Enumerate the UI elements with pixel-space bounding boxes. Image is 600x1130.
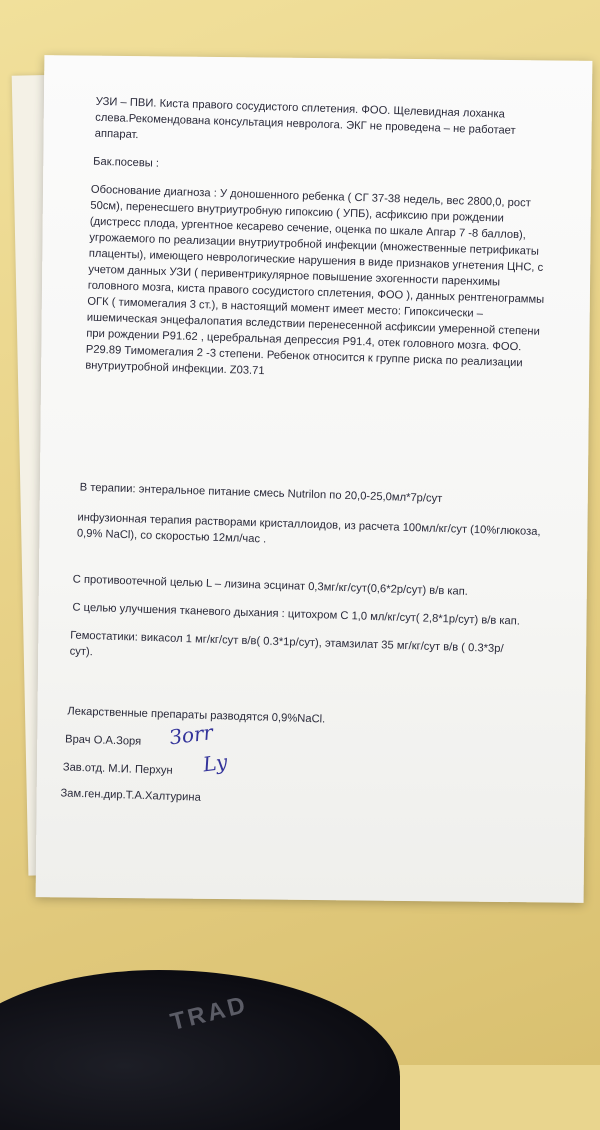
paragraph-dilution xyxy=(67,703,507,733)
dilution-text: Лекарственные препараты разводятся 0,9%NaCl. xyxy=(67,705,326,726)
hemostatics-text: Гемостатики: викасол 1 мг/кг/сут в/в( 0.3*1р/сут), этамзилат 35 мг/кг/сут в/в ( 0.3*3р/сут). xyxy=(69,629,504,659)
paragraph-bacteria xyxy=(93,154,533,184)
paragraph-therapy xyxy=(79,480,545,511)
ultrasound-text: УЗИ – ПВИ. Киста правого сосудистого сплетения. ФОО. Щелевидная лоханка слева.Рекомендована консультация невролога. ЭКГ не проведена – не работает аппарат. xyxy=(94,95,516,142)
deputy-name: Зам.ген.дир.Т.А.Халтурина xyxy=(60,787,201,804)
paragraph-infusion xyxy=(77,510,550,557)
paragraph-ultrasound xyxy=(95,94,544,156)
infusion-text: инфузионная терапия растворами кристаллоидов, из расчета 100мл/кг/сут (10%глюкоза, 0,9% NaCl), со скоростью 12мл/час . xyxy=(76,511,541,546)
signature-line-deputy xyxy=(60,785,300,809)
clothing-print: TRAD xyxy=(167,990,251,1037)
antiedema-text: С противоотечной целью L – лизина эсцинат 0,3мг/кг/сут(0,6*2р/сут) в/в кап. xyxy=(72,573,469,598)
therapy-text: В терапии: энтеральное питание смесь Nutrilon по 20,0-25,0мл*7р/сут xyxy=(79,481,443,505)
head-signature: Ly xyxy=(201,749,229,777)
paragraph-diagnosis xyxy=(85,182,549,388)
paragraph-antiedema xyxy=(73,571,553,602)
head-name: Зав.отд. М.И. Перхун xyxy=(62,761,173,777)
bacteria-text: Бак.посевы : xyxy=(92,155,160,170)
paragraph-respiration xyxy=(72,599,552,630)
document-page xyxy=(36,55,593,903)
signature-line-doctor xyxy=(65,731,265,753)
doctor-name: Врач О.А.Зоря xyxy=(64,733,142,748)
doctor-signature: Зorr xyxy=(167,720,215,750)
signature-line-head xyxy=(63,759,283,782)
paragraph-hemostatics xyxy=(69,627,526,673)
diagnosis-text: Обоснование диагноза : У доношенного ребенка ( СГ 37-38 недель, вес 2800,0, рост 50см), перенесшего внутриутробную гипоксию ( УПБ), асфиксию при рождении (дистресс плода, ургентное кесарево сечение, оценка по шкале Апгар 7 -8 баллов), угрожаемого по реализации внутриутробной инфекции (множественные петрификаты плаценты), имеющего неврологические нарушения в виде признаков угнетения ЦНС, с учетом данных УЗИ ( перивентрикулярное повышение эхогенности паренхимы головного мозга, киста правого сосудистого сплетения, ФОО ), данных рентгенограммы ОГК ( тимомегалия 3 ст.), в настоящий момент имеет место: Гипоксически – ишемическая энцефалопатия вследствии перенесенной асфиксии умеренной степени при рождении Р91.62 , церебральная депрессия Р91.4, отек головного мозга. ФОО. Р29.89 Тимомегалия 2 -3 степени. Ребенок относится к группе риска по реализации внутриутробной инфекции. Z03.71 xyxy=(85,183,545,378)
respiration-text: С целью улучшения тканевого дыхания : цитохром С 1,0 мл/кг/сут( 2,8*1р/сут) в/в кап. xyxy=(72,601,521,628)
